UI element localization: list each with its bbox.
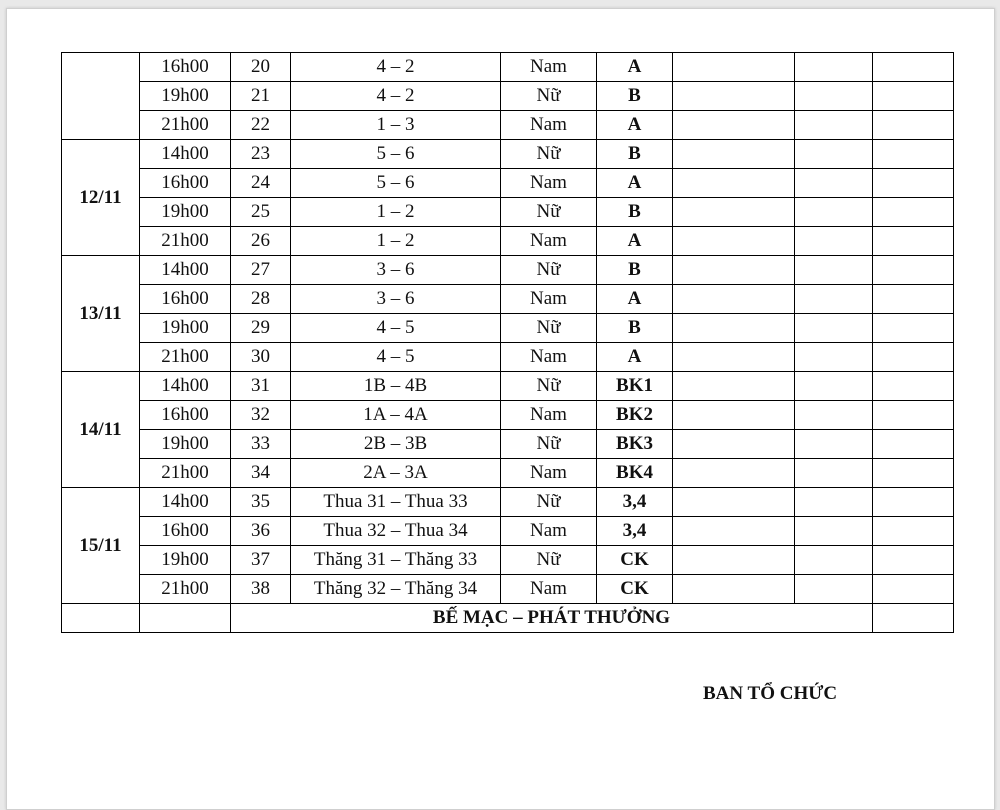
match-cell: 2B – 3B [291,430,501,459]
empty-cell [673,488,795,517]
empty-cell [795,372,873,401]
time-cell: 21h00 [140,343,231,372]
table-row [62,517,954,546]
empty-cell [795,314,873,343]
match-cell: 1 – 3 [291,111,501,140]
empty-cell [673,430,795,459]
time-cell: 16h00 [140,285,231,314]
empty-cell [873,546,954,575]
match-number-cell: 38 [231,575,291,604]
table-row [62,459,954,488]
empty-cell [873,372,954,401]
match-number-cell: 27 [231,256,291,285]
empty-cell [873,430,954,459]
time-cell: 16h00 [140,169,231,198]
group-cell: 3,4 [597,488,673,517]
match-number-cell: 26 [231,227,291,256]
match-cell: Thua 32 – Thua 34 [291,517,501,546]
empty-cell [673,459,795,488]
match-cell: 1 – 2 [291,198,501,227]
match-cell: 3 – 6 [291,256,501,285]
empty-cell [795,343,873,372]
empty-cell [673,256,795,285]
match-cell: 2A – 3A [291,459,501,488]
time-cell: 14h00 [140,140,231,169]
gender-cell: Nữ [501,546,597,575]
time-cell: 19h00 [140,314,231,343]
table-row [62,372,954,401]
time-cell: 16h00 [140,401,231,430]
closing-row [62,604,954,633]
group-cell: B [597,256,673,285]
match-number-cell: 29 [231,314,291,343]
date-cell: 14/11 [62,372,140,488]
empty-cell [673,546,795,575]
table-row [62,546,954,575]
group-cell: A [597,343,673,372]
closing-ceremony-cell: BẾ MẠC – PHÁT THƯỞNG [231,604,873,633]
time-cell: 14h00 [140,372,231,401]
match-cell: Thăng 31 – Thăng 33 [291,546,501,575]
empty-cell [673,111,795,140]
time-cell: 19h00 [140,198,231,227]
match-cell: 1B – 4B [291,372,501,401]
empty-cell [795,227,873,256]
group-cell: B [597,82,673,111]
date-cell: 13/11 [62,256,140,372]
empty-cell [673,285,795,314]
match-cell: 5 – 6 [291,140,501,169]
group-cell: A [597,169,673,198]
empty-cell [795,256,873,285]
group-cell: A [597,111,673,140]
time-cell: 16h00 [140,53,231,82]
schedule-table [61,52,954,633]
empty-cell [795,285,873,314]
empty-cell [873,314,954,343]
group-cell: B [597,314,673,343]
date-cell: 15/11 [62,488,140,604]
empty-cell [673,401,795,430]
gender-cell: Nữ [501,256,597,285]
empty-cell [795,575,873,604]
empty-cell [873,140,954,169]
match-number-cell: 36 [231,517,291,546]
time-cell: 21h00 [140,459,231,488]
gender-cell: Nữ [501,82,597,111]
empty-cell [673,314,795,343]
group-cell: CK [597,575,673,604]
empty-cell [673,53,795,82]
empty-cell [795,459,873,488]
organizer-signature: BAN TỔ CHỨC [703,683,838,704]
empty-cell [673,82,795,111]
time-cell: 21h00 [140,227,231,256]
empty-cell [873,401,954,430]
gender-cell: Nam [501,459,597,488]
gender-cell: Nam [501,575,597,604]
match-number-cell: 24 [231,169,291,198]
gender-cell: Nam [501,227,597,256]
empty-cell [873,227,954,256]
empty-cell [873,575,954,604]
match-number-cell: 23 [231,140,291,169]
group-cell: BK2 [597,401,673,430]
match-cell: 1A – 4A [291,401,501,430]
match-cell: 4 – 5 [291,343,501,372]
match-cell: 1 – 2 [291,227,501,256]
empty-cell [873,604,954,633]
group-cell: B [597,140,673,169]
gender-cell: Nữ [501,372,597,401]
empty-cell [795,401,873,430]
match-cell: Thăng 32 – Thăng 34 [291,575,501,604]
match-cell: Thua 31 – Thua 33 [291,488,501,517]
match-cell: 3 – 6 [291,285,501,314]
match-number-cell: 21 [231,82,291,111]
time-cell: 19h00 [140,430,231,459]
time-cell: 19h00 [140,546,231,575]
empty-cell [673,372,795,401]
table-row [62,82,954,111]
time-cell: 14h00 [140,488,231,517]
gender-cell: Nam [501,517,597,546]
match-cell: 4 – 2 [291,53,501,82]
gender-cell: Nam [501,169,597,198]
match-number-cell: 34 [231,459,291,488]
table-row [62,488,954,517]
empty-cell [795,517,873,546]
table-row [62,111,954,140]
empty-cell [673,343,795,372]
time-cell: 16h00 [140,517,231,546]
empty-cell [873,488,954,517]
date-cell [62,53,140,140]
empty-cell [673,169,795,198]
empty-cell [795,488,873,517]
group-cell: BK4 [597,459,673,488]
gender-cell: Nữ [501,488,597,517]
gender-cell: Nam [501,53,597,82]
empty-cell [873,459,954,488]
match-number-cell: 30 [231,343,291,372]
group-cell: A [597,53,673,82]
empty-cell [795,53,873,82]
empty-cell [795,546,873,575]
time-cell: 14h00 [140,256,231,285]
match-number-cell: 20 [231,53,291,82]
empty-cell [795,198,873,227]
empty-cell [873,53,954,82]
empty-cell [673,140,795,169]
group-cell: BK1 [597,372,673,401]
empty-cell [795,169,873,198]
match-number-cell: 22 [231,111,291,140]
empty-cell [795,111,873,140]
gender-cell: Nam [501,285,597,314]
empty-cell [795,430,873,459]
gender-cell: Nam [501,401,597,430]
empty-cell [62,604,140,633]
time-cell: 21h00 [140,575,231,604]
gender-cell: Nam [501,343,597,372]
match-cell: 4 – 5 [291,314,501,343]
gender-cell: Nữ [501,140,597,169]
match-number-cell: 31 [231,372,291,401]
empty-cell [873,517,954,546]
table-row [62,314,954,343]
table-row [62,53,954,82]
empty-cell [673,198,795,227]
empty-cell [673,517,795,546]
empty-cell [873,111,954,140]
gender-cell: Nữ [501,430,597,459]
table-row [62,169,954,198]
group-cell: 3,4 [597,517,673,546]
table-row [62,343,954,372]
empty-cell [873,343,954,372]
group-cell: A [597,227,673,256]
empty-cell [873,256,954,285]
time-cell: 19h00 [140,82,231,111]
gender-cell: Nam [501,111,597,140]
group-cell: CK [597,546,673,575]
empty-cell [795,140,873,169]
table-row [62,401,954,430]
table-row [62,227,954,256]
gender-cell: Nữ [501,314,597,343]
match-cell: 4 – 2 [291,82,501,111]
match-number-cell: 25 [231,198,291,227]
match-number-cell: 33 [231,430,291,459]
table-row [62,256,954,285]
empty-cell [873,198,954,227]
table-row [62,430,954,459]
time-cell: 21h00 [140,111,231,140]
table-row [62,198,954,227]
empty-cell [140,604,231,633]
empty-cell [873,169,954,198]
schedule-body [62,53,954,633]
table-row [62,140,954,169]
empty-cell [673,227,795,256]
gender-cell: Nữ [501,198,597,227]
match-number-cell: 32 [231,401,291,430]
group-cell: B [597,198,673,227]
empty-cell [873,285,954,314]
group-cell: BK3 [597,430,673,459]
date-cell: 12/11 [62,140,140,256]
match-number-cell: 35 [231,488,291,517]
group-cell: A [597,285,673,314]
table-row [62,285,954,314]
table-row [62,575,954,604]
empty-cell [795,82,873,111]
match-number-cell: 37 [231,546,291,575]
match-cell: 5 – 6 [291,169,501,198]
match-number-cell: 28 [231,285,291,314]
empty-cell [673,575,795,604]
empty-cell [873,82,954,111]
